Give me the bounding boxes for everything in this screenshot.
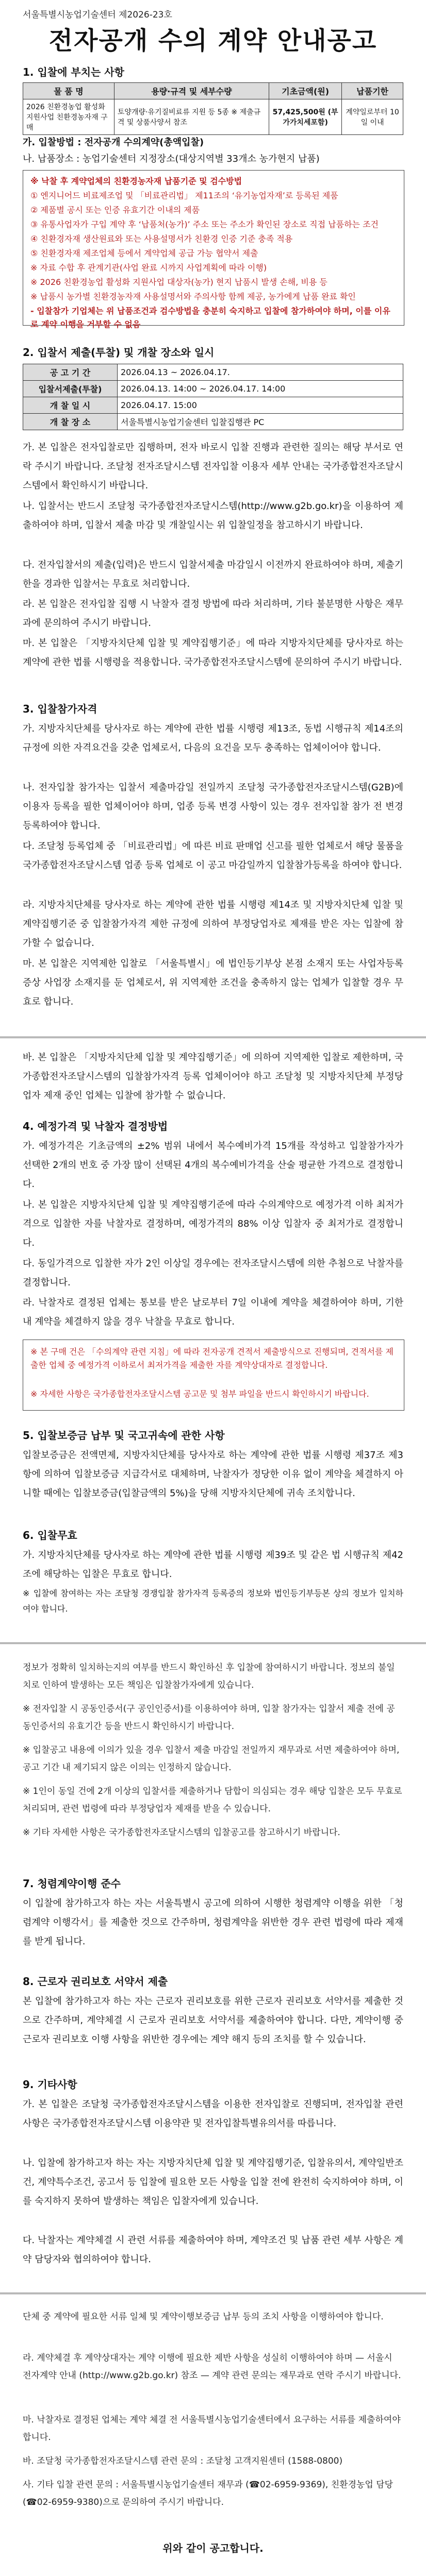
box-line: ※ 낙찰 후 계약업체의 친환경농자재 납품기준 및 검수방법 <box>30 176 242 186</box>
schedule-table <box>23 364 403 430</box>
table-cell: 계약일로부터 10일 이내 <box>342 99 403 135</box>
table-cell: 2026.04.17. 15:00 <box>118 397 403 414</box>
paragraph: 가. 지방자치단체를 당사자로 하는 계약에 관한 법률 시행령 제13조, 동법 시행규칙 제14조의 규정에 의한 자격요건을 갖춘 업체로서, 다음의 요건을 모두 충족하는 업체이어야 합니다. <box>23 723 403 753</box>
paragraph: 가. 예정가격은 기초금액의 ±2% 범위 내에서 복수예비가격 15개를 작성하고 입찰참가자가 선택한 2개의 번호 중 가장 많이 선택된 4개의 복수예비가격을 산술 평균한 가격으로 결정합니다. <box>23 1141 403 1190</box>
table-header: 개 찰 일 시 <box>23 397 118 414</box>
section-6-heading: 6. 입찰무효 <box>23 1529 77 1541</box>
item-table <box>23 82 403 135</box>
notice-line: ※ 1인이 동일 건에 2개 이상의 입찰서를 제출하거나 담합이 의심되는 경우 해당 입찰은 모두 무효로 처리되며, 관련 법령에 따라 부정당업자 제재를 받을 수 있습니다. <box>23 1786 402 1814</box>
table-header: 개 찰 장 소 <box>23 414 118 430</box>
paragraph: 라. 낙찰자로 결정된 업체는 통보를 받은 날로부터 7일 이내에 계약을 체결하여야 하며, 기한 내 계약을 체결하지 않을 경우 낙찰을 무효로 합니다. <box>23 1297 403 1327</box>
table-header: 입찰서제출(투찰) <box>23 381 118 397</box>
page-title: 전자공개 수의 계약 안내공고 <box>48 26 378 55</box>
box-line: ① 엔지니어드 비료제조업 및 「비료관리법」 제11조의 ‘유기농업자재’로 등록된 제품 <box>30 191 338 200</box>
box-line: ※ 자료 수합 후 관계기관(사업 완료 시까지 사업계획에 따라 이행) <box>30 263 267 273</box>
paragraph: 나. 입찰에 참가하고자 하는 자는 지방자치단체 입찰 및 계약집행기준, 입찰유의서, 계약일반조건, 계약특수조건, 공고서 등 입찰에 필요한 모든 사항을 입찰 전에 완전히 숙지하여야 하며, 이를 숙지하지 못하여 발생하는 책임은 입찰자에게 있습니다. <box>23 2158 403 2207</box>
section-2-heading: 2. 입찰서 제출(투찰) 및 개찰 장소와 일시 <box>23 346 215 359</box>
paragraph: 다. 조달청 등록업체 중 「비료관리법」에 따른 비료 판매업 신고를 필한 업체로서 해당 물품을 국가종합전자조달시스템 업종 등록 업체로 이 공고 마감일까지 입찰참가등록을 하여야 합니다. <box>23 841 403 871</box>
notice-line: ※ 전자입찰 시 공동인증서(구 공인인증서)를 이용하여야 하며, 입찰 참가자는 입찰서 제출 전에 공동인증서의 유효기간 등을 반드시 확인하시기 바랍니다. <box>23 1704 395 1732</box>
table-cell: 2026.04.13. 14:00 ~ 2026.04.17. 14:00 <box>118 381 403 397</box>
notice-line: ※ 기타 자세한 사항은 국가종합전자조달시스템의 입찰공고를 참고하시기 바랍니다. <box>23 1827 340 1838</box>
paragraph-note: ※ 입찰에 참여하는 자는 조달청 경쟁입찰 참가자격 등록증의 정보와 법인등기부등본 상의 정보가 일치하여야 합니다. <box>23 1588 403 1614</box>
notice-line: 바. 조달청 국가종합전자조달시스템 관련 문의 : 조달청 고객지원센터 (1588-0800) <box>23 2456 343 2466</box>
table-cell: 서울특별시농업기술센터 입찰집행관 PC <box>118 414 403 430</box>
table-header: 용량·규격 및 세부수량 <box>114 83 269 99</box>
document-number: 서울특별시농업기술센터 제2026-23호 <box>23 10 172 20</box>
delivery-criteria-box <box>23 170 404 329</box>
paragraph: 가. 지방자치단체를 당사자로 하는 계약에 관한 법률 시행령 제39조 및 같은 법 시행규칙 제42조에 해당하는 입찰은 무효로 합니다. <box>23 1550 403 1580</box>
section-divider <box>0 2293 426 2294</box>
paragraph: 라. 본 입찰은 전자입찰 집행 시 낙찰자 결정 방법에 따라 처리하며, 기타 불분명한 사항은 재무과에 문의하여 주시기 바랍니다. <box>23 599 403 629</box>
table-cell: 토양개량·유기질비료류 지원 등 5종 ※ 제출규격 및 상품사양서 참조 <box>114 99 269 135</box>
section-8-heading: 8. 근로자 권리보호 서약서 제출 <box>23 1975 168 1988</box>
table-cell: 2026 친환경농업 활성화 지원사업 친환경농자재 구매 <box>23 99 114 135</box>
box-line: ※ 납품시 농가별 친환경농자재 사용설명서와 주의사항 함께 제공, 농가에게 납품 완료 확인 <box>30 292 356 301</box>
section-3-heading: 3. 입찰참가자격 <box>23 703 97 715</box>
paragraph: 입찰보증금은 전액면제, 지방자치단체를 당사자로 하는 계약에 관한 법률 시행령 제37조 제3항에 의하여 입찰보증금 지급각서로 대체하며, 낙찰자가 정당한 이유 없이 계약을 체결하지 아니할 때에는 입찰보증금(입찰금액의 5%)을 당해 지방자치단체에 귀속 조치합니다. <box>23 1450 403 1499</box>
bid-method: 가. 입찰방법 : 전자공개 수의계약(총액입찰) <box>23 137 204 148</box>
table-cell: 57,425,500원 (부가가치세포함) <box>269 99 342 135</box>
notice-line: 사. 기타 입찰 관련 문의 : 서울특별시농업기술센터 재무과 (☎02-6959-9369), 친환경농업 담당 (☎02-6959-9380)으로 문의하여 주시기 바랍니다. <box>23 2480 394 2507</box>
table-header: 기초금액(원) <box>269 83 342 99</box>
paragraph: 가. 본 입찰은 조달청 국가종합전자조달시스템을 이용한 전자입찰로 진행되며, 전자입찰 관련 사항은 국가종합전자조달시스템 이용약관 및 전자입찰특별유의서를 따릅니다. <box>23 2099 403 2129</box>
box-note: - 입찰참가 기업체는 위 납품조건과 검수방법을 충분히 숙지하고 입찰에 참가하여야 하며, 이를 이유로 계약 이행을 거부할 수 없음 <box>30 306 390 329</box>
paragraph: 바. 본 입찰은 「지방자치단체 입찰 및 계약집행기준」에 의하여 지역제한 입찰로 제한하며, 국가종합전자조달시스템의 입찰참가자격 등록 업체이어야 하고 조달청 및 지방자치단체 부정당업자 제재 중인 업체는 입찰에 참가할 수 없습니다. <box>23 1052 403 1101</box>
table-header: 납품기한 <box>342 83 403 99</box>
paragraph: 라. 지방자치단체를 당사자로 하는 계약에 관한 법률 시행령 제14조 및 지방자치단체 입찰 및 계약집행기준 중 입찰참가자격 제한 규정에 의하여 부정당업자로 제재를 받은 자는 입찰에 참가할 수 없습니다. <box>23 900 403 948</box>
paragraph: 다. 전자입찰서의 제출(입력)은 반드시 입찰서제출 마감일시 이전까지 완료하여야 하며, 제출기한을 경과한 입찰서는 무효로 처리합니다. <box>23 560 403 589</box>
table-cell: 2026.04.13 ~ 2026.04.17. <box>118 364 403 381</box>
section-7-heading: 7. 청렴계약이행 준수 <box>23 1877 121 1890</box>
notice-line: ※ 입찰공고 내용에 이의가 있을 경우 입찰서 제출 마감일 전일까지 재무과로 서면 제출하여야 하며, 공고 기간 내 제기되지 않은 이의는 인정하지 않습니다. <box>23 1745 400 1773</box>
section-divider <box>0 1037 426 1038</box>
paragraph: 이 입찰에 참가하고자 하는 자는 서울특별시 공고에 의하여 시행한 청렴계약 이행을 위한 「청렴계약 이행각서」를 제출한 것으로 간주하며, 청렴계약을 위반한 경우 관련 법령에 따라 제재를 받게 됩니다. <box>23 1898 403 1947</box>
notice-line: 정보가 정확히 일치하는지의 여부를 반드시 확인하신 후 입찰에 참여하시기 바랍니다. 정보의 불일치로 인하여 발생하는 모든 책임은 입찰참가자에게 있습니다. <box>23 1663 395 1690</box>
table-header: 공 고 기 간 <box>23 364 118 381</box>
notice-line: 단체 중 계약에 필요한 서류 일체 및 계약이행보증금 납부 등의 조치 사항을 이행하여야 합니다. <box>23 2312 384 2322</box>
closing-text: 위와 같이 공고합니다. <box>162 2542 264 2554</box>
box-line: ② 제품별 공시 또는 인증 유효기간 이내의 제품 <box>30 205 200 215</box>
paragraph: 본 입찰에 참가하고자 하는 자는 근로자 권리보호를 위한 근로자 권리보호 서약서를 제출한 것으로 간주하며, 계약체결 시 근로자 권리보호 서약서를 제출하여야 합니다. 다만, 계약이행 중 근로자 권리보호 이행 사항을 위반한 경우에는 계약 해지 등의 조치를 할 수 있습니다. <box>23 1996 403 2045</box>
paragraph: 나. 본 입찰은 지방자치단체 입찰 및 계약집행기준에 따라 수의계약으로 예정가격 이하 최저가격으로 입찰한 자를 낙찰자로 결정하며, 예정가격의 88% 이상 입찰자 중 최저가로 결정합니다. <box>23 1199 403 1248</box>
section-1-heading: 1. 입찰에 부치는 사항 <box>23 66 124 78</box>
paragraph: 나. 전자입찰 참가자는 입찰서 제출마감일 전일까지 조달청 국가종합전자조달시스템(G2B)에 이용자 등록을 필한 업체이어야 하며, 업종 등록 변경 사항이 있는 경우 전자입찰 참가 전 변경 등록하여야 합니다. <box>23 782 403 831</box>
table-header: 물 품 명 <box>23 83 114 99</box>
delivery-place: 나. 납품장소 : 농업기술센터 지정장소(대상지역별 33개소 농가현지 납품) <box>23 154 320 164</box>
box-line: ⑤ 친환경자재 제조업체 등에서 계약업체 공급 가능 협약서 제출 <box>30 248 258 258</box>
box-line: ※ 본 구매 건은 「수의계약 관련 지침」에 따라 전자공개 견적서 제출방식으로 진행되며, 견적서를 제출한 업체 중 예정가격 이하로서 최저가격을 제출한 자를 계약상대자로 결정합니다. <box>30 1347 394 1370</box>
box-line: ③ 유통사업자가 구입 계약 후 ‘납품처(농가)’ 주소 또는 주소가 확인된 장소로 직접 납품하는 조건 <box>30 219 379 229</box>
note-box <box>23 1340 404 1411</box>
box-line: ※ 2026 친환경농업 활성화 지원사업 대상자(농가) 현지 납품시 발생 손해, 비용 등 <box>30 277 327 287</box>
section-5-heading: 5. 입찰보증금 납부 및 국고귀속에 관한 사항 <box>23 1429 225 1442</box>
paragraph: 나. 입찰서는 반드시 조달청 국가종합전자조달시스템(http://www.g2b.go.kr)을 이용하여 제출하여야 하며, 입찰서 제출 마감 및 개찰일시는 위 입찰일정을 참고하시기 바랍니다. <box>23 501 403 531</box>
paragraph: 마. 본 입찰은 「지방자치단체 입찰 및 계약집행기준」에 따라 지방자치단체를 당사자로 하는 계약에 관한 법률 시행령을 적용합니다. 국가종합전자조달시스템에 문의하여 주시기 바랍니다. <box>23 638 403 668</box>
section-4-heading: 4. 예정가격 및 낙찰자 결정방법 <box>23 1120 168 1132</box>
notice-line: 라. 계약체결 후 계약상대자는 계약 이행에 필요한 제반 사항을 성실히 이행하여야 하며 — 서울시 전자계약 안내 (http://www.g2b.go.kr) 참조 — 계약 관련 문의는 재무과로 연락 주시기 바랍니다. <box>23 2353 401 2381</box>
paragraph: 마. 본 입찰은 지역제한 입찰로 「서울특별시」에 법인등기부상 본점 소재지 또는 사업자등록증상 사업장 소재지를 둔 업체로서, 위 지역제한 조건을 충족하지 않는 업체가 입찰할 경우 무효로 합니다. <box>23 958 403 1007</box>
paragraph: 다. 낙찰자는 계약체결 시 관련 서류를 제출하여야 하며, 계약조건 및 납품 관련 세부 사항은 계약 담당자와 협의하여야 합니다. <box>23 2235 403 2265</box>
section-9-heading: 9. 기타사항 <box>23 2078 77 2091</box>
paragraph: 다. 동일가격으로 입찰한 자가 2인 이상일 경우에는 전자조달시스템에 의한 추첨으로 낙찰자를 결정합니다. <box>23 1258 403 1288</box>
paragraph: 가. 본 입찰은 전자입찰로만 집행하며, 전자 바로시 입찰 진행과 관련한 질의는 해당 부서로 연락 주시기 바랍니다. 조달청 전자조달시스템 전자입찰 이용자 세부 안내는 국가종합전자조달시스템에서 확인하시기 바랍니다. <box>23 442 403 491</box>
box-line: ④ 친환경자재 생산원료와 또는 사용설명서가 친환경 인증 기준 충족 적용 <box>30 234 293 244</box>
section-divider <box>0 1642 426 1644</box>
box-line: ※ 자세한 사항은 국가종합전자조달시스템 공고문 및 첨부 파일을 반드시 확인하시기 바랍니다. <box>30 1389 369 1399</box>
notice-line: 마. 낙찰자로 결정된 업체는 계약 체결 전 서울특별시농업기술센터에서 요구하는 서류를 제출하여야 합니다. <box>23 2415 401 2443</box>
